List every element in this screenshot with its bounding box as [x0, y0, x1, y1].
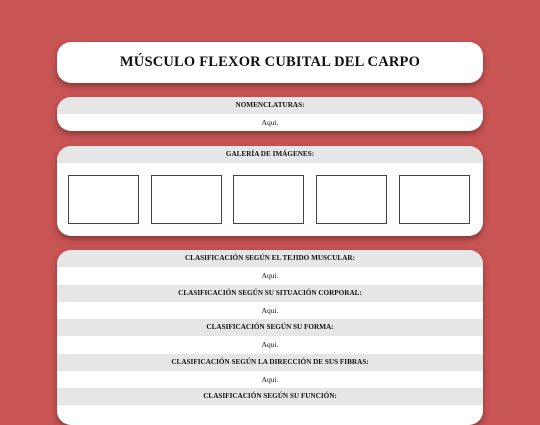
gallery-image-slot[interactable] — [68, 175, 139, 224]
clasificacion-fibras-header: CLASIFICACIÓN SEGÚN LA DIRECCIÓN DE SUS FIBRAS: — [57, 354, 483, 371]
clasificaciones-card — [57, 250, 483, 425]
nomenclaturas-card — [57, 97, 483, 131]
clasificacion-situacion-header: CLASIFICACIÓN SEGÚN SU SITUACIÓN CORPORAL: — [57, 285, 483, 302]
gallery-strip — [57, 163, 483, 236]
clasificacion-forma-value: Aqui. — [261, 340, 279, 349]
nomenclaturas-header: NOMENCLATURAS: — [57, 97, 483, 114]
clasificacion-forma-header: CLASIFICACIÓN SEGÚN SU FORMA: — [57, 319, 483, 336]
gallery-image-slot[interactable] — [399, 175, 470, 224]
gallery-image-slot[interactable] — [151, 175, 222, 224]
clasificacion-funcion-value — [57, 405, 483, 423]
nomenclaturas-value: Aqui. — [261, 118, 279, 127]
clasificacion-fibras-value: Aqui. — [261, 374, 279, 384]
clasificacion-situacion-value: Aqui. — [261, 305, 279, 315]
clasificacion-tejido-value: Aqui. — [261, 271, 279, 280]
page-title: MÚSCULO FLEXOR CUBITAL DEL CARPO — [119, 54, 421, 70]
clasificacion-tejido-header: CLASIFICACIÓN SEGÚN EL TEJIDO MUSCULAR: — [57, 250, 483, 267]
gallery-header: GALERÍA DE IMÁGENES: — [57, 146, 483, 163]
clasificacion-funcion-header: CLASIFICACIÓN SEGÚN SU FUNCIÓN: — [57, 388, 483, 405]
gallery-image-slot[interactable] — [316, 175, 387, 224]
title-card — [57, 42, 483, 83]
gallery-card — [57, 146, 483, 236]
gallery-image-slot[interactable] — [233, 175, 304, 224]
